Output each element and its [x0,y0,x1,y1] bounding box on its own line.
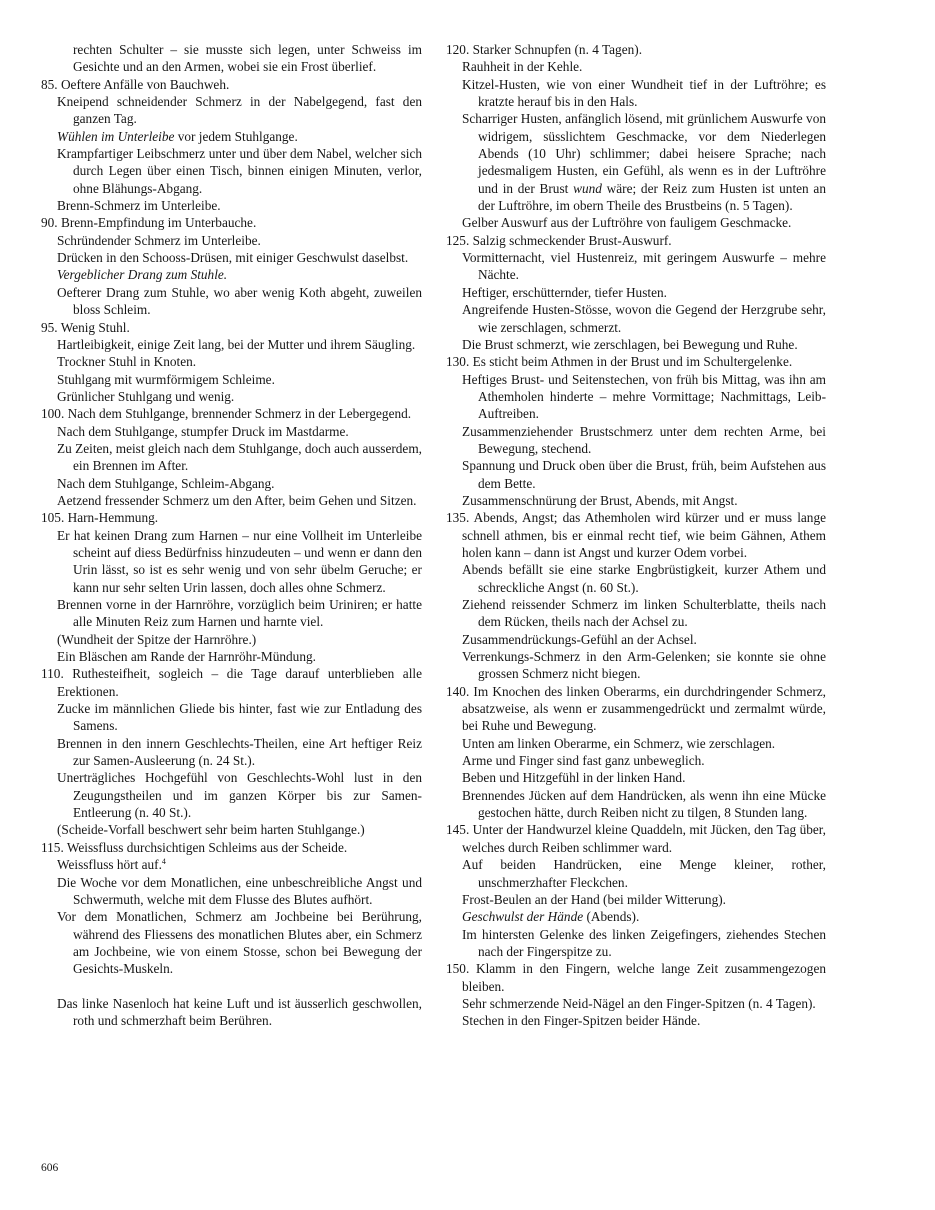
symptom-entry [41,388,422,405]
symptom-entry [446,371,826,423]
symptom-entry [41,631,422,648]
numbered-entry [446,683,826,735]
entry-text: 140. Im Knochen des linken Oberarms, ein durchdringender Schmerz, absatzweise, als wenn er zusammengedrückt und zermalmt würde, bei Ruhe und Bewegung. [446,683,826,734]
italic-text: Geschwulst der Hände [462,909,584,925]
symptom-entry [446,249,826,284]
entry-text: Oefterer Drang zum Stuhle, wo aber wenig Koth abgeht, zuweilen bloss Schleim. [57,284,422,318]
entry-text: Im hintersten Gelenke des linken Zeigefingers, ziehendes Stechen nach der Fingerspitze zu. [462,926,826,959]
entry-text: (Wundheit der Spitze der Harnröhre.) [57,631,257,647]
numbered-entry [41,509,422,526]
symptom-entry [41,249,422,266]
symptom-entry [41,336,422,353]
symptom-entry [446,492,826,509]
symptom-entry [41,475,422,492]
entry-text: Frost-Beulen an der Hand (bei milder Witterung). [462,891,726,907]
entry-text: (Scheide-Vorfall beschwert sehr beim harten Stuhlgange.) [57,822,365,838]
numbered-entry [41,839,422,856]
symptom-entry [41,353,422,370]
symptom-entry [41,648,422,665]
entry-text: Nach dem Stuhlgange, Schleim-Abgang. [57,475,275,491]
entry-text: Gelber Auswurf aus der Luftröhre von fauligem Geschmacke. [462,215,792,231]
symptom-entry [41,908,422,977]
entry-text: Unerträgliches Hochgefühl von Geschlechts-Wohl lust in den Zeugungstheilen und im ganzen Körper bis zur Samen-Entleerung (n. 40 St.). [57,770,422,821]
entry-text: 110. Ruthesteifheit, sogleich – die Tage darauf unterblieben alle Erektionen. [41,666,422,699]
entry-text: Unten am linken Oberarme, ein Schmerz, wie zerschlagen. [462,735,776,751]
entry-text: Abends befällt sie eine starke Engbrüstigkeit, kurzer Athem und schreckliche Angst (n. 60 St.). [462,562,826,595]
symptom-entry [446,631,826,648]
entry-text: Brennendes Jücken auf dem Handrücken, als wenn ihn eine Mücke gestochen hätte, durch Reiben nicht zu tilgen, 8 Stunden lang. [462,787,826,821]
symptom-entry [446,58,826,75]
entry-text: Brennen vorne in der Harnröhre, vorzüglich beim Uriniren; er hatte alle Minuten Reiz zum Harnen und harnte viel. [57,597,422,630]
symptom-entry [41,232,422,249]
entry-text: Stuhlgang mit wurmförmigem Schleime. [57,371,275,387]
numbered-entry [446,41,826,58]
entry-text: Er hat keinen Drang zum Harnen – nur eine Vollheit im Unterleibe scheint auf diess Bedürfniss hinzudeuten – und wenn er dann den Urin lässt, so ist es sehr wenig und von sehr übelm Geruche; er kann nur sehr selten Urin lassen, doch alles ohne Schmerz. [57,527,422,595]
entry-text: vor jedem Stuhlgange. [174,128,298,144]
symptom-entry [41,423,422,440]
symptom-entry [41,874,422,909]
entry-text: Heftiger, erschütternder, tiefer Husten. [462,284,667,300]
entry-text: Nach dem Stuhlgange, stumpfer Druck im Mastdarme. [57,423,349,439]
entry-text: Kitzel-Husten, wie von einer Wundheit tief in der Luftröhre; es kratzte herauf bis in den Hals. [462,76,826,110]
symptom-entry [446,423,826,458]
entry-text: 145. Unter der Handwurzel kleine Quaddeln, mit Jücken, den Tag über, welches durch Reiben schlimmer ward. [446,822,826,855]
symptom-entry [446,1012,826,1029]
symptom-entry [41,769,422,821]
italic-text: Vergeblicher Drang zum Stuhle. [57,267,228,283]
symptom-entry [446,561,826,596]
numbered-entry [41,319,422,336]
entry-text: Arme und Finger sind fast ganz unbeweglich. [462,753,705,769]
numbered-entry [41,214,422,231]
symptom-entry [41,821,422,838]
symptom-entry [41,527,422,596]
symptom-entry [41,492,422,509]
entry-text: Vormitternacht, viel Hustenreiz, mit geringem Auswurfe – mehre Nächte. [462,250,826,283]
entry-text: Kneipend schneidender Schmerz in der Nabelgegend, fast den ganzen Tag. [57,94,422,127]
symptom-entry [446,110,826,214]
symptom-entry [446,457,826,492]
entry-text: wäre; der Reiz zum Husten ist unten an der Luftröhre, im obern Theile des Brustbeins (n. 5 Tagen). [478,180,826,214]
entry-text: Sehr schmerzende Neid-Nägel an den Finger-Spitzen (n. 4 Tagen). [462,995,816,1011]
symptom-entry [446,752,826,769]
numbered-entry [41,405,422,422]
entry-text: Die Brust schmerzt, wie zerschlagen, bei Bewegung und Ruhe. [462,336,798,352]
entry-text: Weissfluss hört auf. [57,857,162,873]
entry-text: 85. Oeftere Anfälle von Bauchweh. [41,76,230,92]
entry-text: 125. Salzig schmeckender Brust-Auswurf. [446,232,672,248]
symptom-entry [41,440,422,475]
symptom-entry [41,284,422,319]
entry-text: Zu Zeiten, meist gleich nach dem Stuhlgange, doch auch ausserdem, ein Brennen im After. [57,440,422,474]
entry-text: Ziehend reissender Schmerz im linken Schulterblatte, theils nach dem Rücken, theils nach der Achsel zu. [462,597,826,630]
entry-text: Beben und Hitzgefühl in der linken Hand. [462,770,686,786]
italic-text: Wühlen im Unterleibe [57,128,175,144]
symptom-entry [446,995,826,1012]
entry-text: Ein Bläschen am Rande der Harnröhr-Mündung. [57,649,316,665]
footnote-marker[interactable]: 4 [161,857,166,867]
right-column [446,41,826,1030]
symptom-entry [446,769,826,786]
numbered-entry [41,76,422,93]
symptom-entry [41,700,422,735]
symptom-entry [41,266,422,283]
symptom-entry [446,214,826,231]
entry-text: Heftiges Brust- und Seitenstechen, von früh bis Mittag, was ihn am Athemholen hinderte – mehre Vormittage; Nachmittags, Leib-Auftreiben. [462,371,826,422]
entry-text: Auf beiden Handrücken, eine Menge kleiner, rother, unschmerzhafter Fleckchen. [462,857,826,890]
entry-text: rechten Schulter – sie musste sich legen, unter Schweiss im Gesichte und an den Armen, wobei sie ein Frost überlief. [73,42,422,75]
page-number: 606 [41,1162,59,1174]
entry-text: 100. Nach dem Stuhlgange, brennender Schmerz in der Lebergegend. [41,406,412,422]
entry-text: Angreifende Husten-Stösse, wovon die Gegend der Herzgrube sehr, wie zerschlagen, schmerzt. [462,302,826,335]
entry-text: 115. Weissfluss durchsichtigen Schleims aus der Scheide. [41,839,348,855]
entry-text: 90. Brenn-Empfindung im Unterbauche. [41,215,257,231]
symptom-entry [41,145,422,197]
entry-text: Hartleibigkeit, einige Zeit lang, bei der Mutter und ihrem Säugling. [57,336,416,352]
entry-text: 130. Es sticht beim Athmen in der Brust und im Schultergelenke. [446,354,793,370]
numbered-entry [41,665,422,700]
entry-text: Die Woche vor dem Monatlichen, eine unbeschreibliche Angst und Schwermuth, welche mit dem Flusse des Blutes aufhört. [57,874,422,907]
symptom-entry [446,787,826,822]
symptom-entry [446,891,826,908]
symptom-entry [41,371,422,388]
entry-text: 150. Klamm in den Fingern, welche lange Zeit zusammengezogen bleiben. [446,961,826,994]
entry-text: Brenn-Schmerz im Unterleibe. [57,198,221,214]
symptom-entry [41,41,422,76]
paragraph-gap [41,978,422,995]
italic-text: wund [573,180,602,196]
entry-text: Spannung und Druck oben über die Brust, früh, beim Aufstehen aus dem Bette. [462,458,826,491]
entry-text: Verrenkungs-Schmerz in den Arm-Gelenken; sie konnte sie ohne grossen Schmerz nicht biegen. [462,649,826,682]
symptom-entry [446,284,826,301]
entry-text: Aetzend fressender Schmerz um den After, beim Gehen und Sitzen. [57,492,417,508]
symptom-entry [41,596,422,631]
symptom-entry [446,926,826,961]
entry-text: 135. Abends, Angst; das Athemholen wird kürzer und er muss lange schnell athmen, bis er einmal recht tief, wie beim Gähnen, Athem holen kann – dann ist Angst und kurzer Odem vorbei. [446,510,826,560]
symptom-entry [41,197,422,214]
entry-text: Grünlicher Stuhlgang und wenig. [57,388,235,404]
entry-text: Scharriger Husten, anfänglich lösend, mit grünlichem Auswurfe von widrigem, süsslichtem Geschmacke, vor dem Niederlegen Abends (10 Uhr) schlimmer; dabei heisere Sprache; nach jedesmaligem Husten, ein Gefühl, als wenn es in der Luftröhre und in der Brust [462,111,826,196]
symptom-entry [41,995,422,1030]
entry-text: (Abends). [583,909,640,925]
entry-text: Das linke Nasenloch hat keine Luft und ist äusserlich geschwollen, roth und schmerzhaft beim Berühren. [57,995,422,1029]
entry-text: 105. Harn-Hemmung. [41,510,159,526]
numbered-entry [446,960,826,995]
entry-text: Stechen in den Finger-Spitzen beider Hände. [462,1013,701,1029]
entry-text: Brennen in den innern Geschlechts-Theilen, eine Art heftiger Reiz zur Samen-Ausleerung (n. 24 St.). [57,735,422,769]
entry-text: 95. Wenig Stuhl. [41,319,130,335]
numbered-entry [446,232,826,249]
symptom-entry [446,76,826,111]
entry-text: Zucke im männlichen Gliede bis hinter, fast wie zur Entladung des Samens. [57,701,422,734]
symptom-entry [446,735,826,752]
entry-text: Drücken in den Schooss-Drüsen, mit einiger Geschwulst daselbst. [57,250,409,266]
entry-text: 120. Starker Schnupfen (n. 4 Tagen). [446,42,643,57]
symptom-entry [41,735,422,770]
entry-text: Rauhheit in der Kehle. [462,59,583,75]
entry-text: Zusammendrückungs-Gefühl an der Achsel. [462,631,697,647]
symptom-entry [446,648,826,683]
symptom-entry [446,856,826,891]
numbered-entry [446,353,826,370]
symptom-entry [446,596,826,631]
entry-text: Zusammenziehender Brustschmerz unter dem rechten Arme, bei Bewegung, stechend. [462,423,826,456]
entry-text: Krampfartiger Leibschmerz unter und über dem Nabel, welcher sich durch Legen über einen Tisch, binnen einigen Minuten, verlor, ohne Blähungs-Abgang. [57,146,422,196]
entry-text: Schründender Schmerz im Unterleibe. [57,232,261,248]
left-column [41,41,422,1030]
symptom-entry [446,908,826,925]
symptom-entry [446,336,826,353]
numbered-entry [446,821,826,856]
entry-text: Vor dem Monatlichen, Schmerz am Jochbeine bei Berührung, während des Fliessens des monatlichen Blutes aber, ein Schmerz am Jochbeine, wie von einem Stosse, schon bei Bewegung der Gesichts-Muskeln. [57,909,422,977]
symptom-entry [41,128,422,145]
entry-text: Trockner Stuhl in Knoten. [57,354,197,370]
entry-text: Zusammenschnürung der Brust, Abends, mit Angst. [462,492,738,508]
symptom-entry [41,856,422,873]
symptom-entry [446,301,826,336]
symptom-entry [41,93,422,128]
numbered-entry [446,509,826,561]
